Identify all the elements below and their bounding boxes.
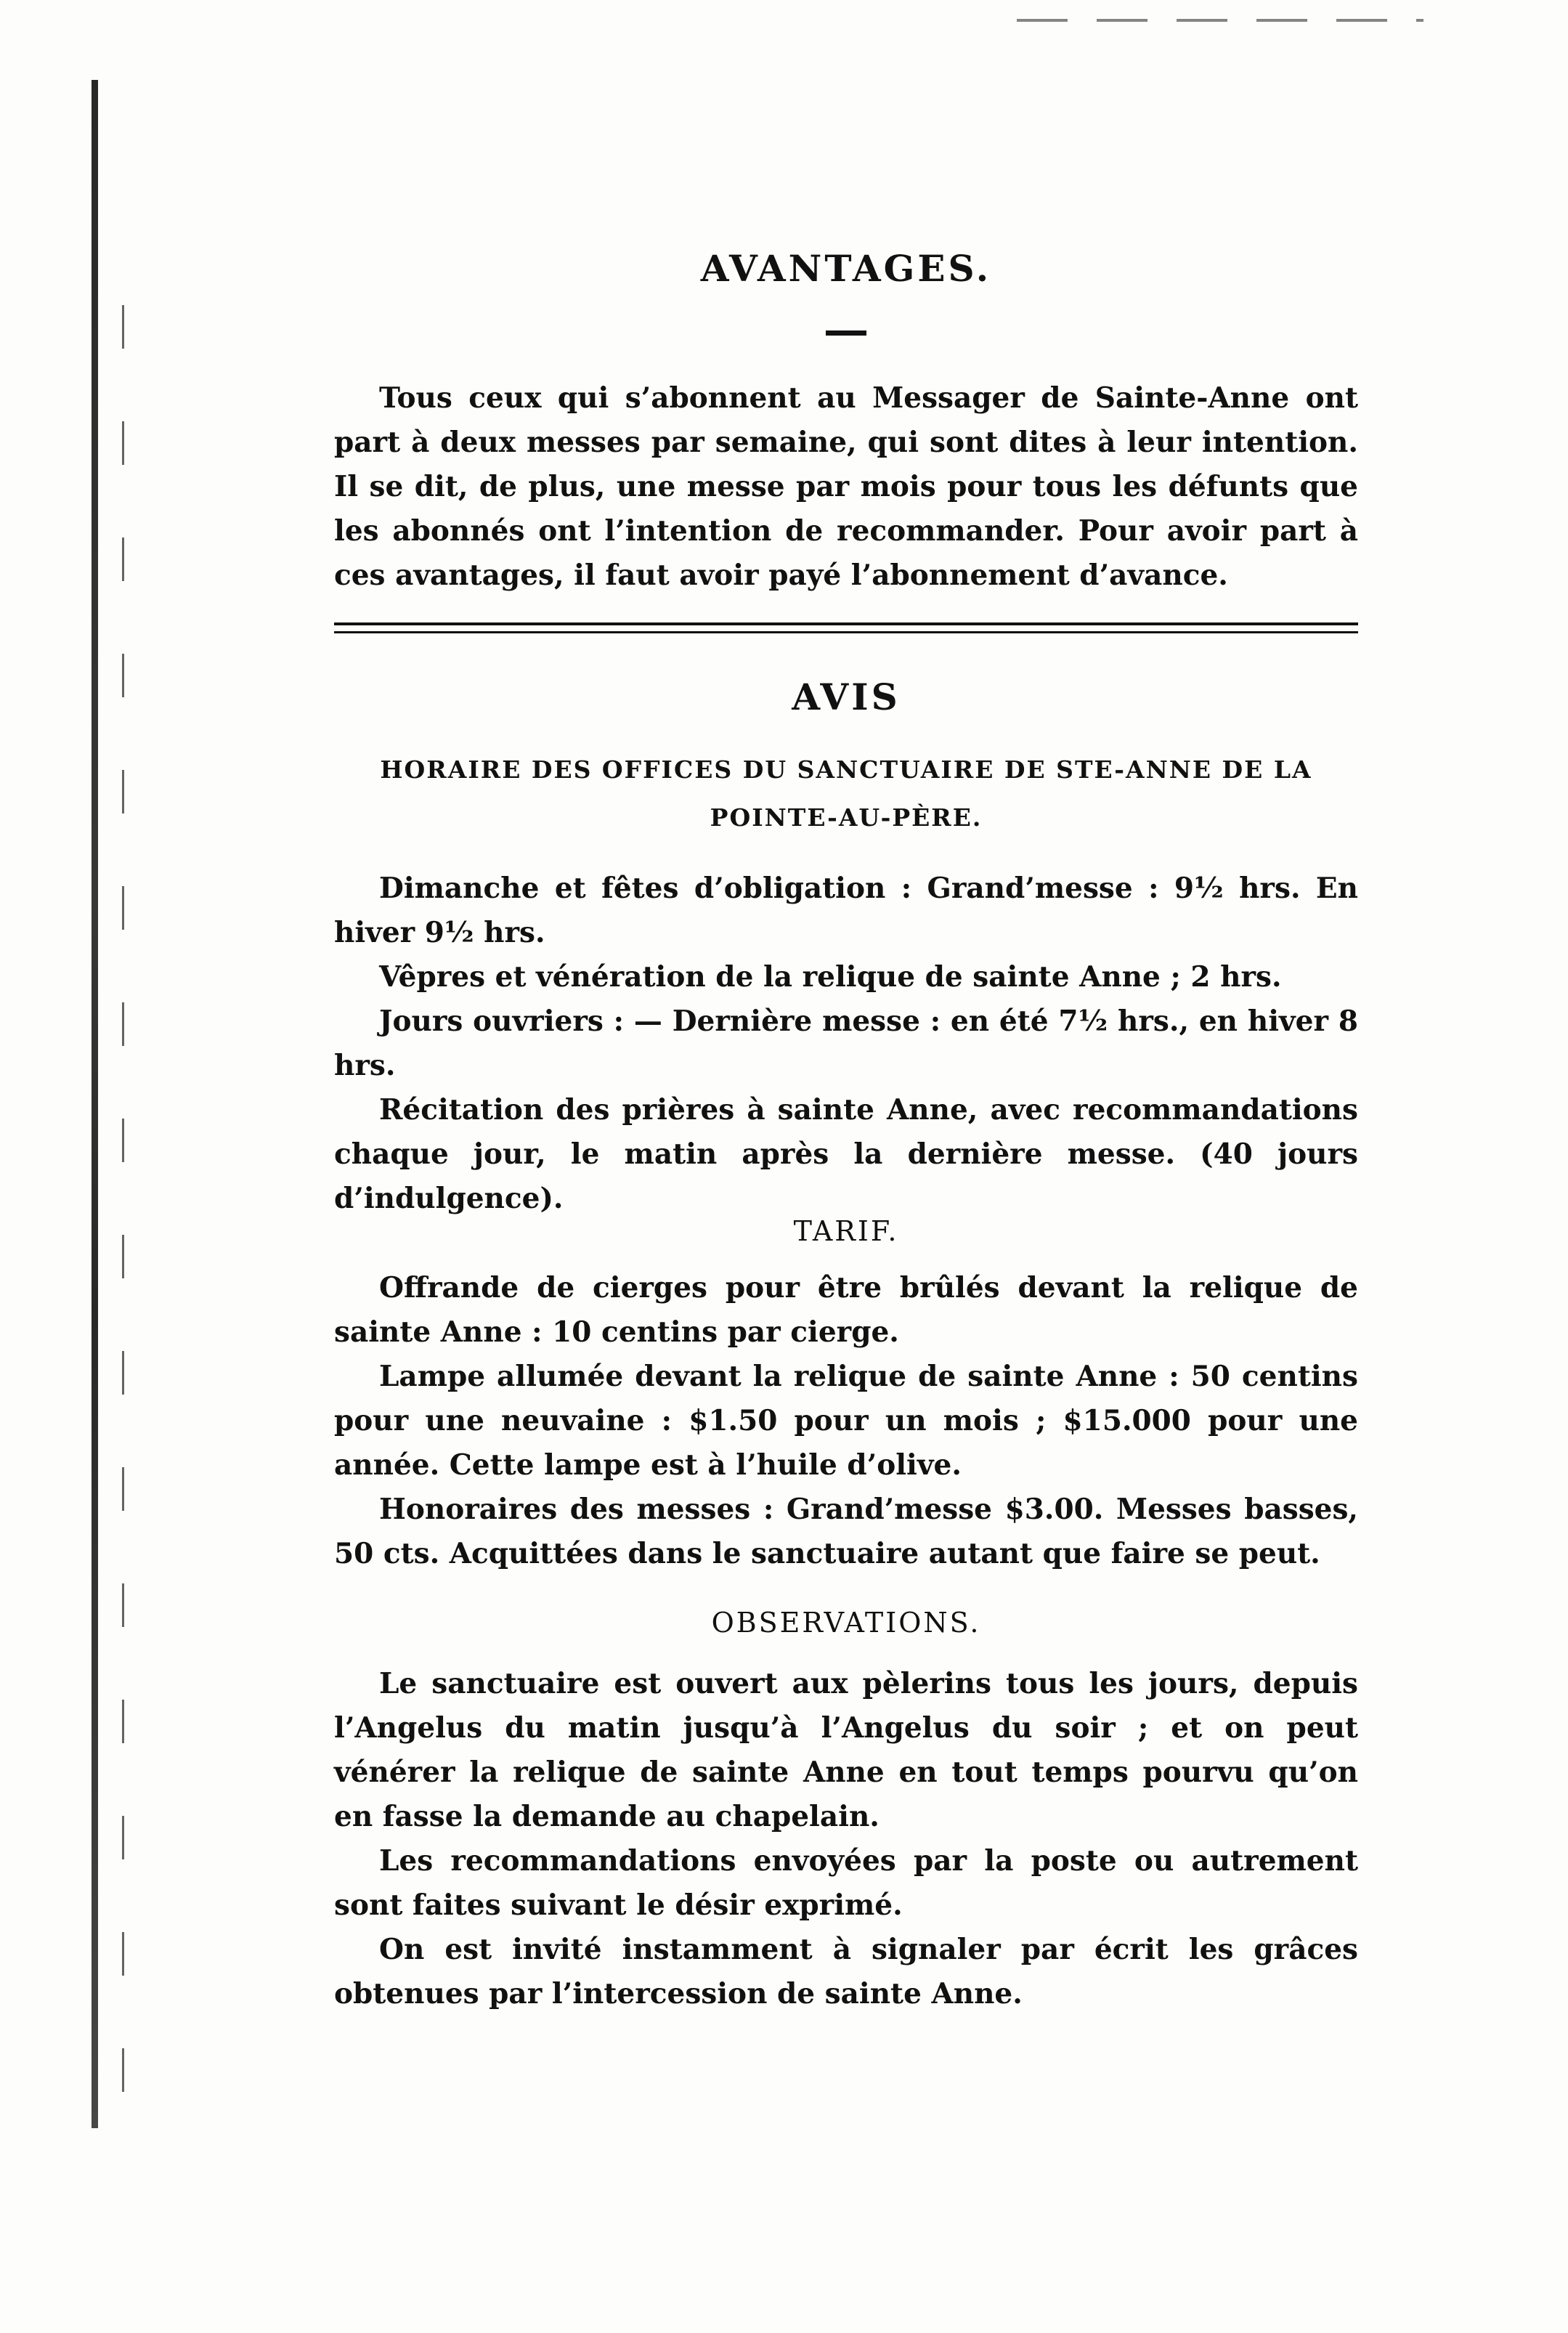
tarif-paragraph: Honoraires des messes : Grand’messe $3.00. Messes basses, 50 cts. Acquittées dans le sanctuaire autant que faire se peut.	[334, 1493, 1358, 1570]
avis-paragraph: Dimanche et fêtes d’obligation : Grand’messe : 9½ hrs. En hiver 9½ hrs.	[334, 872, 1358, 949]
tarif-paragraph: Offrande de cierges pour être brûlés devant la relique de sainte Anne : 10 centins par cierge.	[334, 1271, 1358, 1349]
observations-title: OBSERVATIONS.	[711, 1607, 981, 1639]
observations-paragraph: On est invité instamment à signaler par écrit les grâces obtenues par l’intercession de sainte Anne.	[334, 1933, 1358, 2011]
avis-title: AVIS	[792, 675, 901, 718]
observations-paragraph: Les recommandations envoyées par la poste ou autrement sont faites suivant le désir exprimé.	[334, 1844, 1358, 1922]
avantages-title: AVANTAGES.	[700, 247, 992, 290]
tarif-title: TARIF.	[793, 1215, 899, 1247]
avis-paragraph: Jours ouvriers : — Dernière messe : en été 7½ hrs., en hiver 8 hrs.	[334, 1005, 1358, 1082]
horaire-subtitle: HORAIRE DES OFFICES DU SANCTUAIRE DE STE-ANNE DE LA POINTE-AU-PÈRE.	[380, 755, 1312, 832]
tarif-paragraph: Lampe allumée devant la relique de sainte Anne : 50 centins pour une neuvaine : $1.50 pour un mois ; $15.000 pour une année. Cette lampe est à l’huile d’olive.	[334, 1360, 1358, 1482]
title-dash	[826, 330, 866, 336]
double-rule-divider	[334, 622, 1358, 633]
page-content	[334, 247, 1358, 2016]
binding-edge	[92, 80, 98, 2128]
avantages-paragraph: Tous ceux qui s’abonnent au Messager de Sainte-Anne ont part à deux messes par semaine, qui sont dites à leur intention. Il se dit, de plus, une messe par mois pour tous les défunts que les abonnés ont l’intention de recommander. Pour avoir part à ces avantages, il faut avoir payé l’abonnement d’avance.	[334, 381, 1358, 592]
avis-paragraph: Récitation des prières à sainte Anne, avec recommandations chaque jour, le matin après la dernière messe. (40 jours d’indulgence).	[334, 1093, 1358, 1215]
top-edge-marks	[1017, 19, 1423, 22]
avis-paragraph: Vêpres et vénération de la relique de sainte Anne ; 2 hrs.	[379, 960, 1282, 994]
binding-stitch-marks	[122, 305, 124, 2121]
observations-paragraph: Le sanctuaire est ouvert aux pèlerins tous les jours, depuis l’Angelus du matin jusqu’à l’Angelus du soir ; et on peut vénérer la relique de sainte Anne en tout temps pourvu qu’on en fasse la demande au chapelain.	[334, 1667, 1358, 1833]
